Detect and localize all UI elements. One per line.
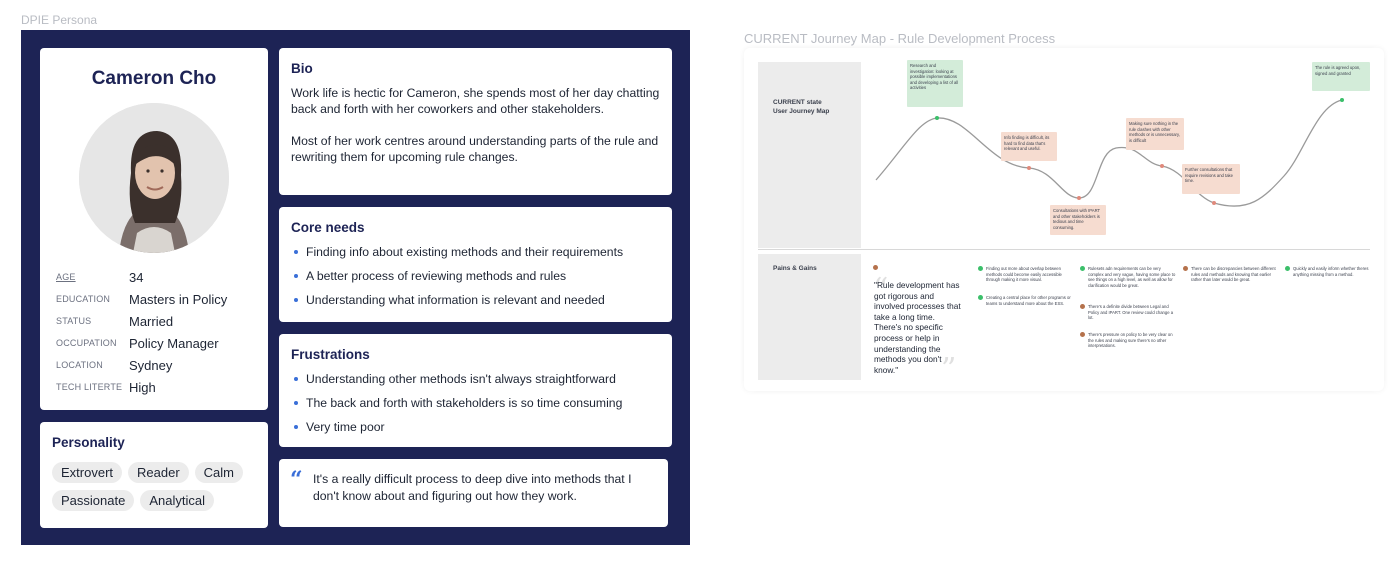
core-need-item: Finding info about existing methods and their requirements bbox=[291, 244, 660, 260]
personality-tag: Calm bbox=[195, 462, 243, 483]
core-needs-card bbox=[279, 207, 672, 322]
pains-quote-text: "Rule development has got rigorous and involved processes that take a long time. There's no specific process or help in understanding the methods you don't know." bbox=[874, 280, 961, 375]
personality-card bbox=[40, 422, 268, 528]
journey-sticky-note: Consultations with IPART and other stakeholders is tedious and time consuming. bbox=[1050, 205, 1106, 235]
pain-dot-icon bbox=[1183, 266, 1188, 271]
gain-dot-icon bbox=[1080, 266, 1085, 271]
journey-sticky-note: Making sure nothing in the rule clashes with other methods or is unnecessary, is difficult bbox=[1126, 118, 1184, 150]
journey-sticky-note: Further consultations that require revisions and take time. bbox=[1182, 164, 1240, 194]
detail-key: TECH LITERTE bbox=[56, 382, 123, 392]
gain-dot-icon bbox=[978, 266, 983, 271]
core-needs-title: Core needs bbox=[291, 220, 365, 235]
journey-sticky-note: Research and investigation: looking at possible implementations and developing a list of all activities bbox=[907, 60, 963, 107]
frustration-item: Understanding other methods isn't always straightforward bbox=[291, 371, 660, 387]
quote-icon: “ bbox=[290, 467, 303, 493]
journey-frame-label: CURRENT Journey Map - Rule Development Process bbox=[744, 31, 1056, 46]
core-needs-list bbox=[291, 244, 660, 308]
journey-divider bbox=[758, 249, 1370, 250]
persona-name: Cameron Cho bbox=[91, 68, 217, 89]
detail-row-occupation bbox=[56, 332, 227, 354]
personality-tag: Extrovert bbox=[52, 462, 122, 483]
pains-quote-dot-icon bbox=[873, 265, 878, 270]
detail-value: Masters in Policy bbox=[129, 291, 228, 307]
detail-row-age bbox=[56, 266, 227, 288]
journey-sticky-note: The rule is agreed upon, signed and granted bbox=[1312, 62, 1370, 91]
personality-tag: Analytical bbox=[140, 490, 214, 511]
detail-value: High bbox=[129, 379, 156, 395]
detail-row-status bbox=[56, 310, 227, 332]
persona-board bbox=[21, 30, 690, 545]
frustrations-card bbox=[279, 334, 672, 447]
pains-gains-note: Rulesets adn requirements can be very complex and very vague, having some place to see things on a high level, as well as allow for clarification would be great. bbox=[1088, 266, 1176, 288]
quote-close-icon: ” bbox=[941, 352, 957, 387]
pains-gains-note: Finding out more about overlap between methods could become easily accessible through making it more visual. bbox=[986, 266, 1062, 283]
pain-dot-icon bbox=[1080, 332, 1085, 337]
frustration-item: Very time poor bbox=[291, 419, 660, 435]
bio-title: Bio bbox=[291, 61, 313, 76]
quote-open-icon: “ bbox=[873, 272, 889, 307]
journey-map bbox=[744, 48, 1384, 391]
personality-tags bbox=[52, 462, 262, 511]
pain-dot-icon bbox=[1080, 304, 1085, 309]
detail-value: Married bbox=[129, 313, 174, 329]
journey-sticky-note: Info finding is difficult, its hard to find data that's relevant and useful. bbox=[1001, 132, 1057, 161]
gain-dot-icon bbox=[1285, 266, 1290, 271]
journey-side-label-top: CURRENT state User Journey Map bbox=[773, 99, 830, 115]
pains-gains-note: There's pressure on policy to be very clear on the rules and making sure there's no other interpretations. bbox=[1088, 332, 1173, 349]
detail-value: Policy Manager bbox=[129, 335, 219, 351]
detail-key: AGE bbox=[56, 272, 76, 282]
core-need-item: Understanding what information is relevant and needed bbox=[291, 292, 660, 308]
journey-side-label-bottom: Pains & Gains bbox=[773, 265, 817, 272]
detail-key: OCCUPATION bbox=[56, 338, 117, 348]
detail-value: 34 bbox=[129, 269, 144, 285]
pains-gains-note: Quickly and easily inform whether theres anything missing from a method. bbox=[1293, 266, 1369, 277]
avatar bbox=[79, 103, 229, 253]
avatar-portrait-icon bbox=[79, 103, 229, 253]
detail-key: EDUCATION bbox=[56, 294, 111, 304]
detail-row-tech-literacy bbox=[56, 376, 227, 398]
personality-tag: Reader bbox=[128, 462, 189, 483]
frustrations-title: Frustrations bbox=[291, 347, 370, 362]
pains-gains-note: There can be discrepancies between different rules and methods and knowing that earlier rather than later would be great. bbox=[1191, 266, 1276, 283]
pains-gains-note: Creating a central place for other programs or teams to understand more about the ESS. bbox=[986, 295, 1071, 306]
bio-paragraph: Most of her work centres around understanding parts of the rule and rewriting them for upcoming rule changes. bbox=[291, 134, 659, 164]
bio-paragraph: Work life is hectic for Cameron, she spends most of her day chatting back and forth with her coworkers and other stakeholders. bbox=[291, 86, 660, 116]
persona-frame-label: DPIE Persona bbox=[21, 13, 98, 27]
detail-row-location bbox=[56, 354, 227, 376]
pains-gains-note: There's a definite divide between Legal and Policy and IPART. One review could change a lot. bbox=[1088, 304, 1174, 321]
frustration-item: The back and forth with stakeholders is so time consuming bbox=[291, 395, 660, 411]
detail-key: STATUS bbox=[56, 316, 92, 326]
personality-title: Personality bbox=[52, 435, 125, 450]
personality-tag: Passionate bbox=[52, 490, 134, 511]
journey-side-panel-bottom bbox=[758, 254, 861, 380]
quote-text: It's a really difficult process to deep dive into methods that I don't know about and figuring out how they work. bbox=[313, 472, 632, 503]
core-need-item: A better process of reviewing methods and rules bbox=[291, 268, 660, 284]
frustrations-list bbox=[291, 371, 660, 435]
pains-quote-box bbox=[869, 258, 961, 387]
bio-text bbox=[291, 85, 660, 165]
detail-value: Sydney bbox=[129, 357, 173, 373]
profile-card bbox=[40, 48, 268, 410]
details-list bbox=[56, 266, 227, 398]
quote-card bbox=[279, 459, 668, 527]
detail-row-education bbox=[56, 288, 227, 310]
bio-card bbox=[279, 48, 672, 195]
gain-dot-icon bbox=[978, 295, 983, 300]
detail-key: LOCATION bbox=[56, 360, 103, 370]
